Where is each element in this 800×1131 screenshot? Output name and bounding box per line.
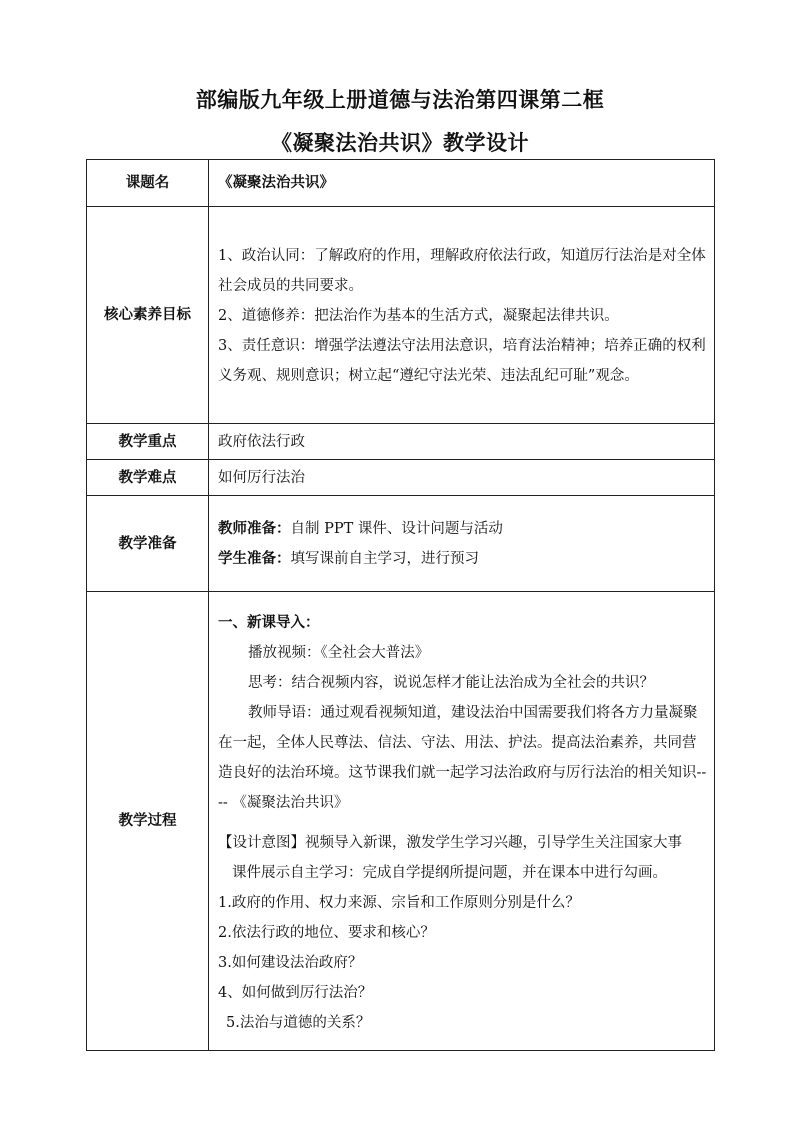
lesson-plan-table <box>86 159 715 1051</box>
process-guide-text: 教师导语：通过观看视频知道，建设法治中国需要我们将各方力量凝聚在一起，全体人民尊法、信法、守法、用法、护法。提高法治素养，共同营造良好的法治环境。这节课我们就一起学习法治政府与厉行法治的相关知识---- 《凝聚法治共识》 <box>218 705 707 811</box>
process-section-title: 一、新课导入： <box>218 615 320 631</box>
goal-item: 1、政治认同：了解政府的作用，理解政府依法行政，知道厉行法治是对全体社会成员的共同要求。 <box>218 247 706 294</box>
teacher-preparation <box>218 514 708 544</box>
key-point-value: 政府依法行政 <box>209 424 715 460</box>
table-row-topic <box>87 160 715 207</box>
process-design-intent: 【设计意图】视频导入新课，激发学生学习兴趣，引导学生关注国家大事 <box>218 835 682 851</box>
process-question: 4、如何做到厉行法治？ <box>218 985 373 1001</box>
process-video: 播放视频：《全社会大普法》 <box>248 645 430 661</box>
table-row-key-point <box>87 424 715 460</box>
goals-label: 核心素养目标 <box>87 207 209 424</box>
goal-item: 2、道德修养：把法治作为基本的生活方式，凝聚起法律共识。 <box>218 307 619 324</box>
goals-cell <box>209 207 715 424</box>
table-row-preparation <box>87 496 715 592</box>
preparation-label: 教学准备 <box>87 496 209 592</box>
topic-value <box>209 160 715 207</box>
document-title-line1: 部编版九年级上册道德与法治第四课第二框 <box>195 88 605 112</box>
process-self-study: 课件展示自主学习：完成自学提纲所提问题，并在课本中进行勾画。 <box>232 865 667 881</box>
difficulty-label: 教学难点 <box>87 460 209 496</box>
process-question: 2.依法行政的地位、要求和核心？ <box>218 925 435 941</box>
topic-value-text: 《凝聚法治共识》 <box>218 175 334 191</box>
difficulty-value: 如何厉行法治 <box>209 460 715 496</box>
process-think: 思考：结合视频内容，说说怎样才能让法治成为全社会的共识？ <box>248 675 654 691</box>
student-preparation-value: 填写课前自主学习，进行预习 <box>290 550 479 567</box>
teacher-preparation-label: 教师准备： <box>218 520 291 537</box>
process-question: 3.如何建设法治政府？ <box>218 955 363 971</box>
process-question: 5.法治与道德的关系？ <box>226 1015 371 1031</box>
goal-item: 3、责任意识：增强学法遵法守法用法意识，培育法治精神；培养正确的权利义务观、规则意识；树立起“遵纪守法光荣、违法乱纪可耻”观念。 <box>218 337 706 384</box>
student-preparation <box>218 544 708 574</box>
table-row-difficulty <box>87 460 715 496</box>
document-title-line2: 《凝聚法治共识》教学设计 <box>271 131 529 155</box>
process-cell <box>209 592 715 1051</box>
teacher-preparation-value: 自制 PPT 课件、设计问题与活动 <box>290 520 503 537</box>
topic-label: 课题名 <box>87 160 209 207</box>
table-row-goals <box>87 207 715 424</box>
process-label: 教学过程 <box>87 592 209 1051</box>
key-point-label: 教学重点 <box>87 424 209 460</box>
table-row-process <box>87 592 715 1051</box>
preparation-cell <box>209 496 715 592</box>
student-preparation-label: 学生准备： <box>218 550 291 567</box>
process-guide <box>218 698 708 818</box>
process-question: 1.政府的作用、权力来源、宗旨和工作原则分别是什么？ <box>218 895 580 911</box>
